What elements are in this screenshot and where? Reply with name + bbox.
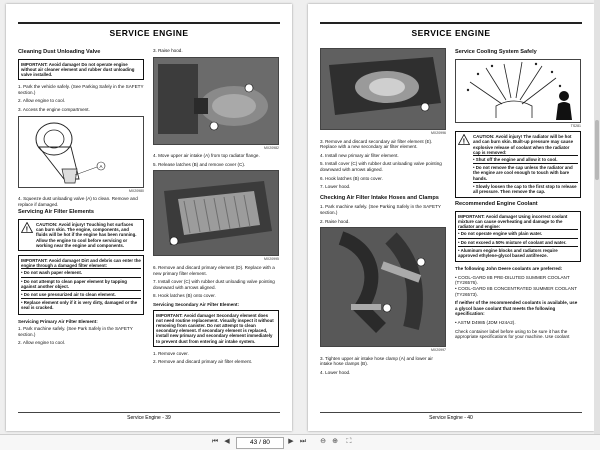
- important-box: [18, 255, 144, 315]
- heading-dust-valve: Cleaning Dust Unloading Valve: [18, 49, 101, 55]
- figure-id: MX20996: [431, 131, 446, 135]
- heading-coolant: Recommended Engine Coolant: [455, 201, 538, 208]
- important-text: IMPORTANT: Avoid damage! Using incorrect coolant mixture can cause overheating and damage to the radiator and engine:: [458, 213, 568, 230]
- list-item: • Shut off the engine and allow it to cool.: [473, 155, 578, 163]
- caution-text: CAUTION: Avoid injury! The radiator will be hot and can burn skin. Built-up pressure may cause explosive release of coolant when the radiator cap is removed:: [473, 134, 574, 155]
- figure-id: TS281: [570, 123, 581, 128]
- list-item: • Do not attempt to clean paper element by tapping against another object.: [21, 277, 141, 290]
- figure-hood-latches: [153, 57, 279, 145]
- step-text: 4. Lower hood.: [320, 369, 351, 375]
- subheading-secondary: Servicing Secondary Air Filter Element:: [153, 301, 240, 307]
- page-header: SERVICE ENGINE: [320, 22, 582, 40]
- important-box: IMPORTANT: Avoid damage! Secondary element does not need routine replacement. Visually inspect it without removing from canister. Do not attempt to clean secondary element. If secondary element is replaced, install new primary and secondary element immediately to prevent dust from entering air intake system.: [153, 310, 279, 347]
- engine-photo-placeholder: [154, 58, 279, 144]
- hoses-photo-placeholder: [321, 228, 446, 346]
- step-text: 5. Install cover (C) with rubber dust unloading valve pointing downward with arrows aligned.: [320, 161, 442, 172]
- list-item: • Aluminum engine blocks and radiators require approved ethylene-glycol based antifreeze.: [458, 246, 578, 259]
- svg-text:!: !: [25, 226, 29, 233]
- heading-intake-hoses: Checking Air Filter Intake Hoses and Clamps: [320, 194, 439, 201]
- step-text: 2. Allow engine to cool.: [18, 98, 65, 104]
- figure-hose-clamps: [320, 227, 446, 347]
- page-40: [308, 4, 594, 431]
- step-text: 1. Remove cover.: [153, 350, 189, 356]
- step-text: 7. Lower hood.: [320, 184, 351, 190]
- last-page-icon[interactable]: ⏭: [299, 438, 307, 445]
- figure-id: MX20982: [264, 145, 279, 150]
- step-text: 8. Hook latches (B) onto cover.: [153, 293, 216, 299]
- step-text: 3. Remove and discard secondary air filter element (E). Replace with a new secondary air filter element.: [320, 138, 433, 150]
- step-text: 3. Tighten upper air intake hose clamp (A) and lower air intake hose clamps (B).: [320, 355, 433, 367]
- heading-cooling-safety: Service Cooling System Safely: [455, 49, 537, 55]
- figure-secondary-element: [320, 48, 446, 130]
- vertical-scrollbar[interactable]: [594, 0, 600, 434]
- step-text: 4. Install new primary air filter element.: [320, 152, 399, 158]
- first-page-icon[interactable]: ⏮: [211, 438, 219, 445]
- list-item: • ASTM D4985 (JDM H24A2).: [455, 320, 581, 326]
- step-text: 6. Hook latches (B) onto cover.: [320, 175, 383, 181]
- step-text: 2. Remove and discard primary air filter element.: [153, 359, 253, 365]
- next-page-icon[interactable]: ▶: [288, 438, 294, 445]
- subheading-primary: Servicing Primary Air Filter Element:: [18, 318, 98, 324]
- right-column-1: [320, 48, 446, 379]
- figure-dust-valve: [18, 116, 144, 188]
- list-item: • Do not use pressurized air to clean element.: [21, 290, 141, 298]
- filter-photo-placeholder: [154, 171, 279, 255]
- list-item: • Replace element only if it is very dirty, damaged or the seal is cracked.: [21, 298, 141, 311]
- right-column-2: [455, 48, 581, 343]
- figure-primary-element: [153, 170, 279, 256]
- previous-page-icon[interactable]: ◀: [224, 438, 230, 445]
- warning-triangle-icon: [21, 222, 33, 233]
- air-cleaner-drawing: [19, 117, 144, 187]
- step-text: 7. Install cover (C) with rubber dust unloading valve pointing downward with arrows aligned.: [153, 279, 275, 290]
- step-text: 3. Access the engine compartment.: [18, 106, 90, 112]
- list-item: • Slowly loosen the cap to the first stop to release all pressure. Then remove the cap.: [473, 182, 578, 195]
- step-text: 1. Park machine safely. (See Parking Safely in the SAFETY section.): [320, 204, 441, 215]
- coolant-burst-drawing: [456, 60, 581, 122]
- canister-photo-placeholder: [321, 49, 446, 129]
- list-item: • Do not exceed a 50% mixture of coolant and water.: [458, 238, 578, 246]
- step-text: 3. Raise hood.: [153, 48, 183, 53]
- page-header: SERVICE ENGINE: [18, 22, 280, 40]
- body-text: Check container label before using to be sure it has the appropriate specifications for your machine. Use coolant: [455, 328, 570, 340]
- step-text: 4. Move upper air intake (A) from top radiator flange.: [153, 153, 260, 159]
- figure-radiator-burst: [455, 59, 581, 123]
- left-column-1: [18, 48, 144, 349]
- caution-box: [18, 219, 144, 251]
- fit-page-icon[interactable]: ⛶: [346, 438, 352, 445]
- preferred-coolants-heading: The following John Deere coolants are preferred:: [455, 266, 563, 272]
- list-item: • COOL-GARD IIB PRE-DILUTED SUMMER COOLANT (TY26576).: [455, 275, 581, 286]
- step-text: 6. Remove and discard primary element (D). Replace with a new primary filter element.: [153, 264, 275, 276]
- alternative-coolant-text: If neither of the recommended coolants is available, use a glycol base coolant that meets the following specification:: [455, 300, 578, 317]
- viewer-toolbar: [0, 434, 600, 450]
- zoom-in-icon[interactable]: ⊕: [332, 438, 338, 445]
- warning-triangle-icon: [458, 134, 470, 145]
- step-text: 2. Raise hood.: [320, 218, 350, 224]
- caution-box: [455, 131, 581, 198]
- figure-id: MX20980: [129, 188, 144, 193]
- important-text: IMPORTANT: Avoid damage! Dirt and debris can enter the engine through a damaged filter element:: [21, 257, 141, 269]
- step-text: 2. Allow engine to cool.: [18, 340, 65, 346]
- list-item: • Do not operate engine with plain water.: [458, 229, 578, 237]
- list-item: • COOL-GARD IIB CONCENTRATED SUMMER COOLANT (TY26573).: [455, 286, 581, 297]
- svg-text:A: A: [99, 163, 103, 169]
- important-box: [455, 211, 581, 262]
- page-footer: Service Engine - 39: [18, 412, 280, 421]
- svg-text:!: !: [462, 138, 466, 146]
- figure-id: MX20997: [431, 348, 446, 353]
- page-footer: Service Engine - 40: [320, 412, 582, 421]
- page-number-field[interactable]: 43 / 80: [236, 437, 284, 449]
- step-text: 1. Park the vehicle safely. (See Parking Safely in the SAFETY section.): [18, 84, 144, 95]
- step-text: 4. Squeeze dust unloading valve (A) to clean. Remove and replace if damaged.: [18, 196, 138, 207]
- figure-id: MX20995: [264, 257, 279, 262]
- page-39: [6, 4, 292, 431]
- step-text: 5. Release latches (B) and remove cover (C).: [153, 161, 246, 167]
- caution-text: CAUTION: Avoid injury! Touching hot surfaces can burn skin. The engine, components, and fluids will be hot if the engine has been running. Allow the engine to cool before servicing or working near the engine and components.: [36, 221, 137, 248]
- important-box: IMPORTANT: Avoid damage! Do not operate engine without air cleaner element and rubber dust unloading valve installed.: [18, 59, 144, 81]
- list-item: • Do not wash paper element.: [21, 268, 141, 276]
- heading-air-filter: Servicing Air Filter Elements: [18, 209, 94, 216]
- scrollbar-thumb[interactable]: [595, 120, 599, 180]
- left-column-2: [153, 48, 279, 368]
- list-item: • Do not remove the cap unless the radiator and the engine are cool enough to touch with bare hands.: [473, 163, 578, 182]
- step-text: 1. Park machine safely. (See Park Safely in the SAFETY section.): [18, 326, 133, 337]
- zoom-out-icon[interactable]: ⊖: [320, 438, 326, 445]
